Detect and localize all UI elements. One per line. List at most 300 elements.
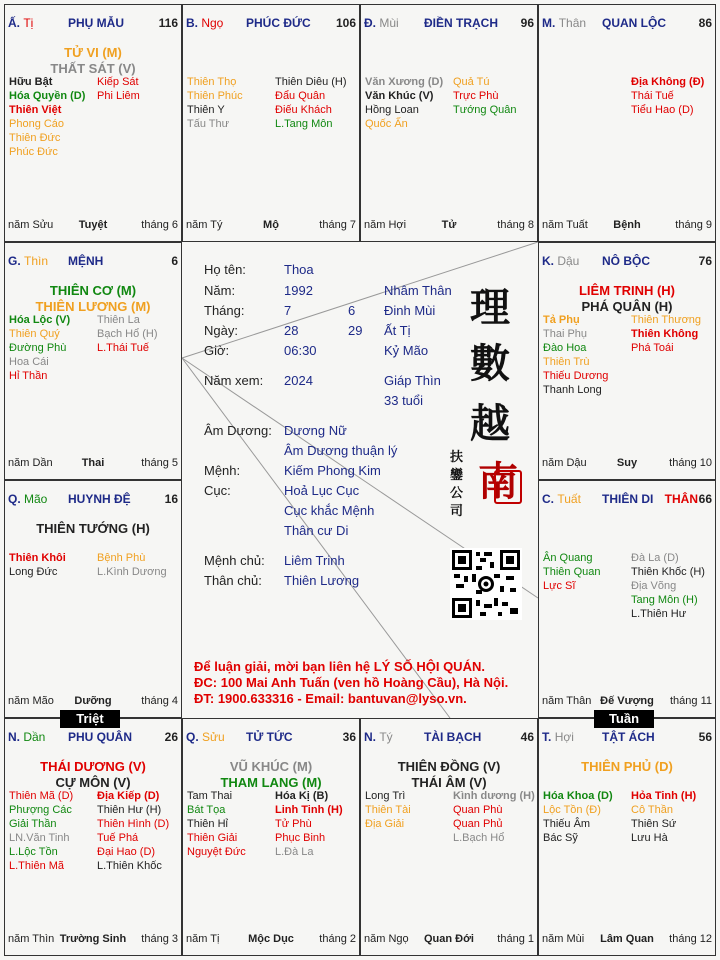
minor-stars-right [275,789,343,859]
decade-age: 86 [698,16,712,30]
seal-small-4: 司 [450,504,464,519]
minor-stars-right [97,789,169,873]
view-year-label: Năm xem: [204,373,264,388]
minor-star: Tấu Thư [187,118,230,130]
minor-star: Hữu Bật [9,76,53,88]
decade-age: 106 [335,16,356,30]
palace-header [186,730,356,746]
minor-star: Bệnh Phù [97,552,146,564]
minor-star: L.Bạch Hổ [453,832,505,844]
small-limit-year: năm Ngọ [364,933,409,945]
minor-star: Văn Khúc (V) [365,90,434,102]
palace-name: PHU QUÂN [68,730,133,744]
minor-star: Phá Toái [631,342,674,354]
cuc-note: Cục khắc Mệnh [284,503,375,518]
seal-small-1: 扶 [450,450,464,465]
small-limit-year: năm Dậu [542,457,587,469]
palace-position [8,254,48,268]
contact-invite: Để luận giải, mời bạn liên hệ LÝ SỐ HỘI QUÁN. [194,659,485,674]
palace-header [542,730,712,746]
day-lunar: 29 [348,323,363,338]
minor-star: Thiên Sứ [631,818,677,830]
minor-star: L.Kình Dương [97,566,167,578]
minor-star: Thiên Trù [543,356,590,368]
palace-footer [542,933,712,947]
hour-value: 06:30 [284,343,317,358]
palace-dan [4,718,182,956]
major-stars [5,759,181,791]
cuc-label: Cục: [204,483,231,498]
life-stage: Dưỡng [74,695,112,707]
palace-name: ĐIỀN TRẠCH [424,16,498,30]
minor-star: Bạch Hổ (H) [97,328,158,340]
decade-age: 26 [164,730,178,744]
minor-star: Tang Môn (H) [631,594,698,606]
palace-position [8,492,47,506]
major-star: VŨ KHÚC (M) [229,759,313,774]
minor-stars-left [9,551,66,579]
decade-age: 16 [164,492,178,506]
palace-position [364,730,393,744]
palace-footer [8,219,178,233]
minor-star: Điếu Khách [275,104,332,116]
view-year-canchi: Giáp Thìn [384,373,441,388]
palace-position [542,16,586,30]
minor-stars-right [631,75,704,117]
life-stage: Suy [616,457,638,469]
major-stars [183,759,359,791]
monthly-limit: tháng 5 [141,457,178,469]
minor-star: Kiếp Sát [97,76,139,88]
palace-header [364,730,534,746]
major-star: THÁI ÂM (V) [411,775,487,790]
month-canchi: Đinh Mùi [384,303,436,318]
palace-position [542,254,579,268]
heavenly-stem: Đ. [364,16,376,30]
seal-char-1: 理 [470,284,510,331]
palace-footer [542,457,712,471]
earthly-branch: Dậu [557,254,580,268]
minor-stars-left [543,313,608,397]
minor-star: Địa Võng [631,580,677,592]
small-limit-year: năm Dần [8,457,53,469]
minor-star: L.Tang Môn [275,118,333,130]
decade-age: 116 [158,16,178,30]
menh-value: Kiếm Phong Kim [284,463,381,478]
palace-dau [538,242,716,480]
minor-star: Hoa Cái [9,356,49,368]
major-star: THIÊN ĐỒNG (V) [397,759,501,774]
menhchu-value: Liêm Trinh [284,553,345,568]
minor-star: Tiểu Hao (D) [631,104,694,116]
minor-star: Thiên Quý [9,328,60,340]
palace-footer [186,219,356,233]
heavenly-stem: C. [542,492,554,506]
minor-stars-left [9,75,85,159]
life-stage: Trường Sinh [59,933,127,945]
palace-name: QUAN LỘC [602,16,666,30]
major-star: CỰ MÔN (V) [55,775,131,790]
palace-name: PHỤ MẪU [68,16,124,30]
age-value: 33 tuổi [384,393,424,408]
minor-star: Thiên Khôi [9,552,66,564]
palace-mui [360,4,538,242]
palace-header [8,254,178,270]
amduong-note: Âm Dương thuận lý [284,443,398,458]
minor-star: Thái Tuế [631,90,674,102]
minor-star: Thiên Diêu (H) [275,76,347,88]
contact-address: ĐC: 100 Mai Anh Tuấn (ven hồ Hoàng Cầu), Hà Nội. [194,675,509,690]
earthly-branch: Thìn [24,254,49,268]
life-stage: Thai [81,457,105,469]
minor-star: Tuế Phá [97,832,139,844]
earthly-branch: Sửu [202,730,225,744]
major-star: THIÊN PHỦ (D) [581,759,673,774]
minor-star: Phúc Đức [9,146,58,158]
minor-star: Phong Cáo [9,118,65,130]
minor-star: Đại Hao (D) [97,846,156,858]
life-stage: Tử [441,219,457,231]
minor-star: Tam Thai [187,790,233,802]
palace-header [8,492,178,508]
monthly-limit: tháng 10 [669,457,712,469]
heavenly-stem: Ấ. [8,16,20,30]
palace-ty [4,4,182,242]
small-limit-year: năm Thìn [8,933,55,945]
menh-label: Mệnh: [204,463,241,478]
minor-star: Đường Phù [9,342,67,354]
palace-than [538,4,716,242]
thanchu-label: Thân chủ: [204,573,262,588]
minor-stars-right [97,75,140,103]
palace-name: NÔ BỘC [602,254,650,268]
minor-star: Thiếu Dương [543,370,609,382]
major-star: TỬ VI (M) [64,45,122,60]
monthly-limit: tháng 6 [141,219,178,231]
minor-star: Thiên La [97,314,140,326]
minor-star: L.Thiên Khốc [97,860,162,872]
minor-star: Trực Phù [453,90,499,102]
minor-stars-left [365,789,411,831]
earthly-branch: Mão [24,492,48,506]
minor-star: Quan Phù [453,804,503,816]
palace-name: TẬT ÁCH [602,730,655,744]
minor-stars-right [631,789,696,845]
minor-star: Hóa Lộc (V) [9,314,71,326]
decade-age: 46 [520,730,534,744]
small-limit-year: năm Sửu [8,219,54,231]
palace-position [542,492,581,506]
minor-star: Thiên Quan [543,566,601,578]
palace-name: HUYNH ĐỆ [68,492,131,506]
heavenly-stem: G. [8,254,21,268]
minor-star: Quốc Ấn [365,118,408,130]
seal-char-4: 南 [478,458,518,505]
month-value: 7 [284,303,292,318]
life-stage: Tuyệt [78,219,108,231]
minor-star: Tả Phụ [543,314,580,326]
palace-position [364,16,399,30]
minor-star: Long Trì [365,790,406,802]
palace-position [542,730,574,744]
minor-star: Thanh Long [543,384,602,396]
tuan-marker: Tuần [594,710,654,728]
minor-star: Bát Tọa [187,804,226,816]
minor-star: Thiên Hỉ [187,818,228,830]
minor-star: Thiên Giải [187,832,238,844]
minor-star: Long Đức [9,566,58,578]
small-limit-year: năm Tý [186,219,223,231]
earthly-branch: Ngọ [201,16,224,30]
monthly-limit: tháng 4 [141,695,178,707]
major-stars [5,521,181,537]
palace-position [186,730,225,744]
palace-footer [364,933,534,947]
palace-footer [542,695,712,709]
minor-stars-right [97,313,158,355]
minor-star: Thiên Hình (D) [97,818,170,830]
minor-star: L.Thiên Mã [9,860,65,872]
heavenly-stem: N. [8,730,20,744]
minor-star: Ân Quang [543,552,593,564]
seal-small-2: 鑾 [450,468,464,483]
earthly-branch: Tị [23,16,34,30]
palace-header [542,16,712,32]
decade-age: 96 [520,16,534,30]
day-canchi: Ất Tị [384,323,411,338]
contact-phone-email[interactable]: ĐT: 1900.633316 - Email: bantuvan@lyso.vn. [194,691,467,706]
minor-star: Phượng Các [9,804,72,816]
major-star: THẤT SÁT (V) [50,61,136,76]
name-label: Họ tên: [204,262,246,277]
minor-star: Cô Thần [631,804,673,816]
palace-position [186,16,223,30]
minor-star: Hóa Kị (B) [275,790,329,802]
minor-star: Quan Phủ [453,818,503,830]
decade-age: 66 [698,492,712,506]
minor-star: Thiên Hư (H) [97,804,162,816]
minor-star: Đẩu Quân [275,90,326,102]
decade-age: 56 [698,730,712,744]
minor-star: Tử Phù [275,818,312,830]
palace-footer [8,457,178,471]
monthly-limit: tháng 1 [497,933,534,945]
palace-thin [4,242,182,480]
triet-marker: Triệt [60,710,120,728]
minor-star: Phi Liêm [97,90,140,102]
minor-star: Linh Tinh (H) [275,804,343,816]
day-label: Ngày: [204,323,238,338]
minor-star: Thiên Phúc [187,90,243,102]
minor-star: Thiên Mã (D) [9,790,74,802]
monthly-limit: tháng 11 [669,695,712,707]
palace-header [542,254,712,270]
palace-header [186,16,356,32]
minor-star: Hỉ Thần [9,370,48,382]
view-year-value: 2024 [284,373,313,388]
year-value: 1992 [284,283,313,298]
hour-label: Giờ: [204,343,230,358]
heavenly-stem: T. [542,730,552,744]
palace-header [364,16,534,32]
amduong-value: Dương Nữ [284,423,347,438]
palace-position [8,16,33,30]
minor-star: Tướng Quân [453,104,517,116]
minor-star: Hỏa Tinh (H) [631,790,697,802]
major-stars [539,759,715,775]
minor-stars-right [275,75,347,131]
minor-star: Thiên Tài [365,804,411,816]
heavenly-stem: Q. [186,730,199,744]
decade-age: 6 [171,254,178,268]
palace-ngo [182,4,360,242]
small-limit-year: năm Mùi [542,933,585,945]
minor-stars-left [365,75,443,131]
earthly-branch: Tuất [557,492,581,506]
monthly-limit: tháng 12 [669,933,712,945]
minor-star: Lưu Hà [631,832,668,844]
minor-star: Thiên Khốc (H) [631,566,705,578]
major-stars [539,283,715,315]
palace-name: TỬ TỨC [246,730,293,744]
minor-star: Thiên Việt [9,104,62,116]
minor-star: Địa Giải [365,818,405,830]
life-stage: Mộc Dục [248,933,294,945]
year-label: Năm: [204,283,236,298]
monthly-limit: tháng 8 [497,219,534,231]
small-limit-year: năm Hợi [364,219,407,231]
minor-star: L.Đà La [275,846,314,858]
minor-star: Phục Binh [275,832,326,844]
minor-star: Giải Thần [9,818,57,830]
minor-stars-left [187,789,246,859]
minor-star: Lực Sĩ [543,580,576,592]
palace-footer [364,219,534,233]
minor-star: Thiếu Âm [543,818,591,830]
minor-stars-right [97,551,167,579]
major-star: THIÊN CƠ (M) [49,283,137,298]
earthly-branch: Thân [558,16,587,30]
small-limit-year: năm Tuất [542,219,588,231]
monthly-limit: tháng 7 [319,219,356,231]
major-star: PHÁ QUÂN (H) [581,299,673,314]
thanchu-value: Thiên Lương [284,573,360,588]
palace-header [8,16,178,32]
minor-stars-right [453,789,535,845]
palace-name: TÀI BẠCH [424,730,482,744]
palace-tuat [538,480,716,718]
minor-star: Lộc Tồn (Đ) [543,804,601,816]
amduong-label: Âm Dương: [204,423,272,438]
minor-star: Đào Hoa [543,342,587,354]
minor-star: L.Thái Tuế [97,342,149,354]
heavenly-stem: M. [542,16,556,30]
heavenly-stem: Q. [8,492,21,506]
month-lunar: 6 [348,303,356,318]
small-limit-year: năm Tị [186,933,220,945]
monthly-limit: tháng 3 [141,933,178,945]
minor-star: Kình dương (H) [453,790,535,802]
heavenly-stem: N. [364,730,376,744]
earthly-branch: Tý [379,730,393,744]
palace-footer [186,933,356,947]
palace-ty2 [360,718,538,956]
monthly-limit: tháng 2 [319,933,356,945]
minor-star: Hồng Loan [365,104,419,116]
red-stamp [494,470,522,504]
minor-star: Thiên Thọ [187,76,237,88]
minor-stars-left [187,75,243,131]
major-star: THIÊN TƯỚNG (H) [36,521,150,536]
small-limit-year: năm Mão [8,695,54,707]
palace-suu [182,718,360,956]
minor-star: L.Lộc Tồn [9,846,58,858]
minor-stars-right [631,313,701,355]
than-position: Thân cư Di [284,523,349,538]
palace-footer [8,933,178,947]
palace-hoi [538,718,716,956]
small-limit-year: năm Thân [542,695,592,707]
minor-star: Thiên Không [631,328,699,340]
seal-small-3: 公 [450,486,464,501]
palace-name: THIÊN DI [602,492,654,506]
minor-star: Địa Không (Đ) [631,76,705,88]
major-stars [5,283,181,315]
minor-star: Thiên Đức [9,132,61,144]
minor-star: Văn Xương (D) [365,76,444,88]
minor-stars-left [9,313,70,383]
cuc-value: Hoả Lục Cục [284,483,360,498]
name-value: Thoa [284,262,314,277]
major-star: THÁI DƯƠNG (V) [40,759,146,774]
minor-star: L.Thiên Hư [631,608,687,620]
palace-position [8,730,45,744]
major-star: THIÊN LƯƠNG (M) [35,299,151,314]
minor-star: Quả Tú [453,76,490,88]
palace-header [8,730,178,746]
heavenly-stem: K. [542,254,554,268]
than-marker: THÂN [664,492,698,506]
month-label: Tháng: [204,303,245,318]
earthly-branch: Mùi [379,16,399,30]
life-stage: Quan Đới [424,933,474,945]
minor-star: Thai Phụ [543,328,588,340]
hour-canchi: Kỷ Mão [384,343,429,358]
life-stage: Mộ [263,219,279,231]
minor-star: Đà La (D) [631,552,679,564]
major-stars [361,759,537,791]
minor-star: Thiên Y [187,104,225,116]
palace-footer [8,695,178,709]
year-canchi: Nhâm Thân [384,283,452,298]
qr-code[interactable] [450,548,522,620]
major-stars [5,45,181,77]
minor-stars-left [543,551,600,593]
minor-star: Thiên Thương [631,314,702,326]
minor-star: Hóa Khoa (D) [543,790,613,802]
life-stage: Bệnh [613,219,641,231]
major-star: LIÊM TRINH (H) [578,283,676,298]
monthly-limit: tháng 9 [675,219,712,231]
minor-star: Bác Sỹ [543,832,578,844]
minor-stars-right [631,551,705,621]
heavenly-stem: B. [186,16,198,30]
minor-star: Hóa Quyền (D) [9,90,86,102]
life-stage: Lâm Quan [600,933,654,945]
minor-stars-left [9,789,73,873]
menhchu-label: Mệnh chủ: [204,553,265,568]
life-stage: Đế Vượng [600,695,654,707]
